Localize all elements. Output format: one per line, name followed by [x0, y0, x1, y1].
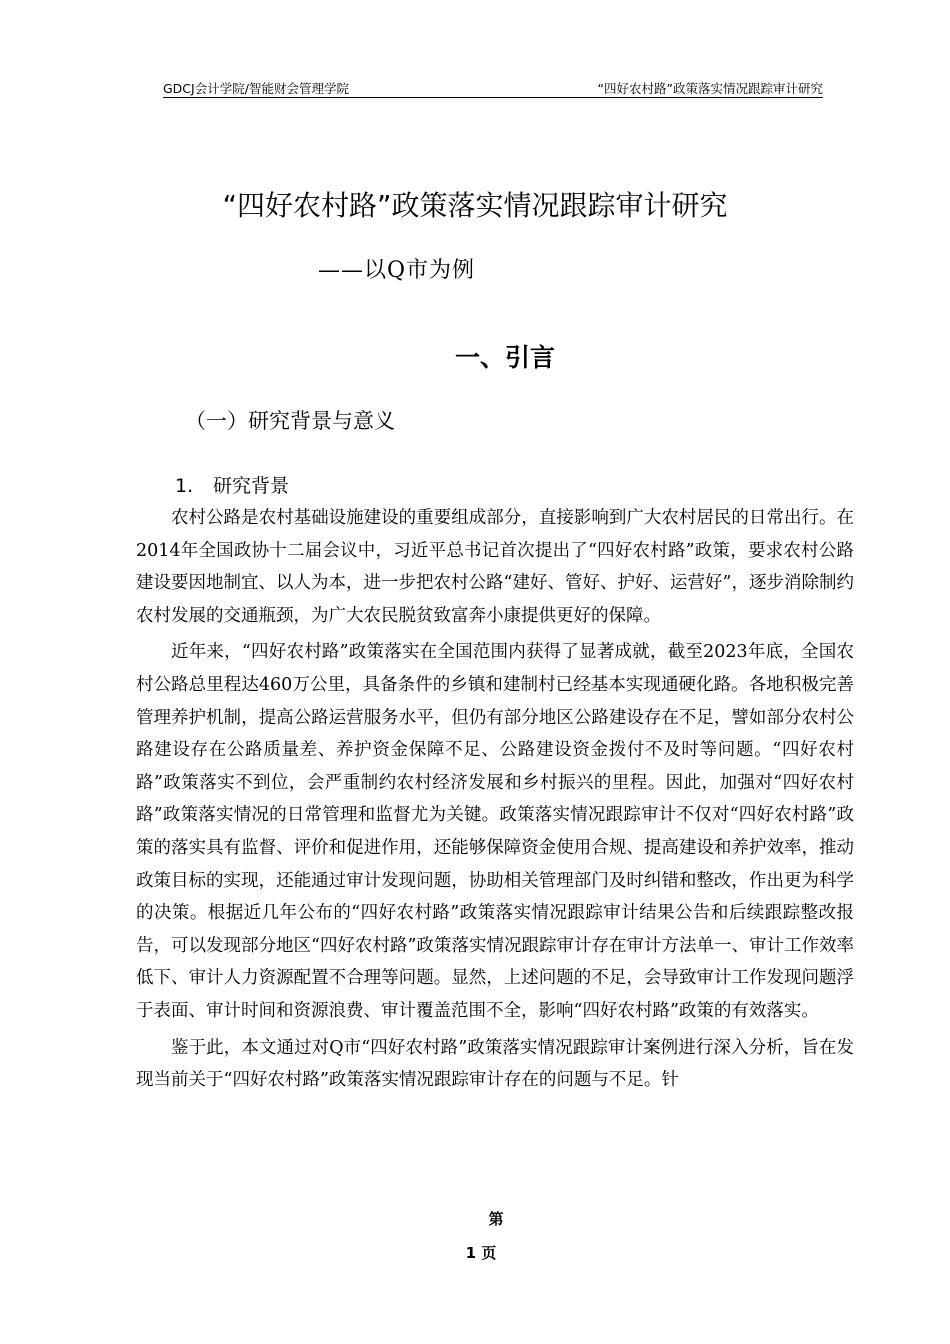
page-footer-label: 第	[488, 1210, 504, 1228]
running-header	[163, 80, 823, 98]
subsubsection-heading	[175, 472, 289, 500]
document-title: “四好农村路”政策落实情况跟踪审计研究	[222, 189, 728, 222]
subsubsection-title: 研究背景	[213, 475, 290, 497]
document-subtitle: ——以Q市为例	[318, 258, 476, 283]
body-text	[136, 502, 854, 1101]
header-rule	[163, 97, 823, 98]
paragraph: 鉴于此，本文通过对Q市“四好农村路”政策落实情况跟踪审计案例进行深入分析，旨在发现当前关于“四好农村路”政策落实情况跟踪审计存在的问题与不足。针	[136, 1037, 854, 1091]
header-right-text: “四好农村路”政策落实情况跟踪审计研究	[597, 81, 823, 96]
paragraph: 农村公路是农村基础设施建设的重要组成部分，直接影响到广大农村居民的日常出行。在2014年全国政协十二届会议中，习近平总书记首次提出了“四好农村路”政策，要求农村公路建设要因地制宜、以人为本，进一步把农村公路“建好、管好、护好、运营好”，逐步消除制约农村发展的交通瓶颈，为广大农民脱贫致富奔小康提供更好的保障。	[136, 508, 854, 626]
page-number: 1 页	[465, 1244, 497, 1262]
subsection-heading: （一）研究背景与意义	[185, 409, 395, 433]
header-left-text: GDCJ会计学院/智能财会管理学院	[163, 81, 349, 96]
paragraph: 近年来，“四好农村路”政策落实在全国范围内获得了显著成就，截至2023年底，全国农村公路总里程达460万公里，具备条件的乡镇和建制村已经基本实现通硬化路。各地积极完善管理养护机制，提高公路运营服务水平，但仍有部分地区公路建设存在不足，譬如部分农村公路建设存在公路质量差、养护资金保障不足、公路建设资金拨付不及时等问题。“四好农村路”政策落实不到位，会严重制约农村经济发展和乡村振兴的里程。因此，加强对“四好农村路”政策落实情况的日常管理和监督尤为关键。政策落实情况跟踪审计不仅对“四好农村路”政策的落实具有监督、评价和促进作用，还能够保障资金使用合规、提高建设和养护效率，推动政策目标的实现，还能通过审计发现问题，协助相关管理部门及时纠错和整改，作出更为科学的决策。根据近几年公布的“四好农村路”政策落实情况跟踪审计结果公告和后续跟踪整改报告，可以发现部分地区“四好农村路”政策落实情况跟踪审计存在审计方法单一、审计工作效率低下、审计人力资源配置不合理等问题。显然，上述问题的不足，会导致审计工作发现问题浮于表面、审计时间和资源浪费、审计覆盖范围不全，影响“四好农村路”政策的有效落实。	[136, 642, 854, 1021]
section-heading: 一、引言	[454, 343, 555, 372]
subsubsection-number: 1.	[175, 475, 194, 497]
